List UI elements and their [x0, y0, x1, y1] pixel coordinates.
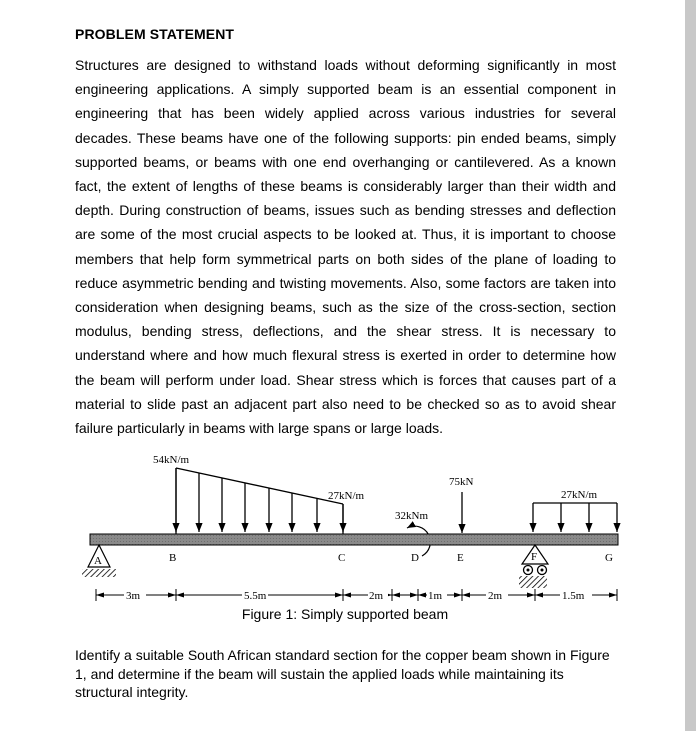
beam [90, 534, 618, 545]
udl-left-arrows [176, 468, 343, 532]
moment-label: 32kNm [395, 510, 428, 522]
udl-right-label: 27kN/m [561, 489, 598, 501]
point-label-f: F [531, 551, 538, 563]
point-label-g: G [605, 552, 613, 564]
dim-label-3m: 3m [126, 590, 141, 602]
point-label-d: D [411, 552, 419, 564]
udl-right [533, 503, 617, 532]
dim-label-1m: 1m [428, 590, 443, 602]
page-heading: PROBLEM STATEMENT [75, 26, 235, 42]
udl-left [176, 468, 343, 534]
point-label-b: B [169, 552, 177, 564]
point-load-label: 75kN [449, 476, 474, 488]
udl-left-start-label: 54kN/m [153, 454, 190, 466]
point-label-a: A [94, 555, 102, 567]
problem-paragraph: Structures are designed to withstand loads without deforming significantly in most engineering applications. A simply supported beam is an essential component in engineering that has been widely applied across various industries for several decades. These beams have one of the following supports: pin ended beams, simply supported beams, or beams with one end overhanging or cantilevered. As a known fact, the extent of lengths of these beams is considerably larger than their width and depth. During construction of beams, issues such as bending stresses and deflection are some of the most crucial aspects to be looked at. Thus, it is important to choose members that help form symmetrical parts on both sides of the plane of loading to reduce asymmetric bending and twisting movements. Also, some factors are taken into consideration when designing beams, such as the size of the cross-section, section modulus, bending stress, deflections, and the shear stress. It is necessary to understand where and how much flexural stress is exerted in order to determine how the beam will perform under load. Shear stress which is forces that causes part of a material to slide past an adjacent part also need to be checked so as to avoid shear failure particularly in beams with large spans or large loads. [75, 57, 616, 437]
udl-left-end-label: 27kN/m [328, 490, 365, 502]
dim-label-5-5m: 5.5m [244, 590, 267, 602]
point-label-e: E [457, 552, 464, 564]
beam-figure [72, 448, 632, 608]
question-text: Identify a suitable South African standard section for the copper beam shown in Figure 1, and determine if the beam will sustain the applied loads while maintaining its structural integrity. [75, 647, 610, 701]
dim-label-1-5m: 1.5m [562, 590, 585, 602]
figure-caption: Figure 1: Simply supported beam [241, 606, 449, 622]
dim-label-2m-b: 2m [488, 590, 503, 602]
dim-label-2m-a: 2m [369, 590, 384, 602]
point-label-c: C [338, 552, 346, 564]
